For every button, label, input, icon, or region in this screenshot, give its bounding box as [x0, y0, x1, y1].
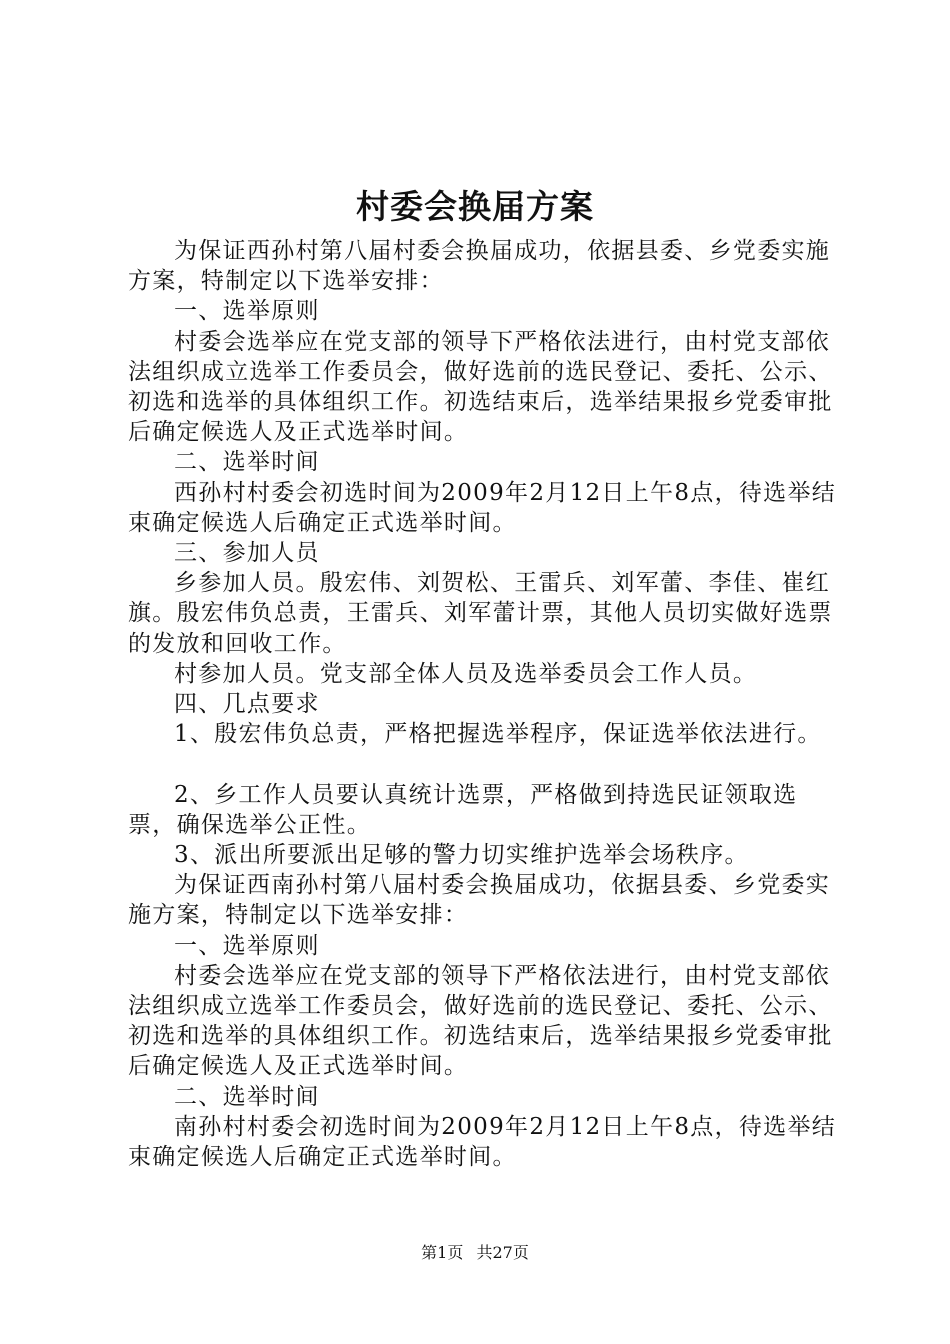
section-heading-time-2: 二、选举时间	[174, 1083, 320, 1110]
paragraph-time-2: 南孙村村委会初选时间为2009年2月12日上午8点，待选举结束确定候选人后确定正式选举时间。	[128, 1113, 837, 1171]
paragraph-intro-2: 为保证西南孙村第八届村委会换届成功，依据县委、乡党委实施方案，特制定以下选举安排：	[128, 872, 831, 929]
paragraph-township-participants: 乡参加人员。殷宏伟、刘贺松、王雷兵、刘军蕾、李佳、崔红旗。殷宏伟负总责，王雷兵、刘军蕾计票，其他人员切实做好选票的发放和回收工作。	[128, 570, 833, 657]
requirement-item-1: 1、殷宏伟负总责，严格把握选举程序，保证选举依法进行。	[174, 721, 822, 748]
blank-line	[128, 749, 840, 779]
page-footer	[0, 1241, 950, 1265]
paragraph-village-participants: 村参加人员。党支部全体人员及选举委员会工作人员。	[174, 660, 758, 687]
section-heading-requirements: 四、几点要求	[174, 691, 320, 718]
document-title: 村委会换届方案	[356, 187, 594, 226]
paragraph-time-1: 西孙村村委会初选时间为2009年2月12日上午8点，待选举结束确定候选人后确定正式选举时间。	[128, 479, 837, 536]
paragraph-principle-2: 村委会选举应在党支部的领导下严格依法进行，由村党支部依法组织成立选举工作委员会，做好选前的选民登记、委托、公示、初选和选举的具体组织工作。初选结束后，选举结果报乡党委审批后确定候选人及正式选举时间。	[128, 962, 833, 1080]
section-heading-participants: 三、参加人员	[174, 540, 320, 567]
paragraph-intro-1: 为保证西孙村第八届村委会换届成功，依据县委、乡党委实施方案，特制定以下选举安排：	[128, 238, 831, 295]
paragraph-principle-1: 村委会选举应在党支部的领导下严格依法进行，由村党支部依法组织成立选举工作委员会，做好选前的选民登记、委托、公示、初选和选举的具体组织工作。初选结束后，选举结果报乡党委审批后确定候选人及正式选举时间。	[128, 328, 833, 446]
requirement-item-3: 3、派出所要派出足够的警力切实维护选举会场秩序。	[174, 842, 749, 869]
section-heading-principle-2: 一、选举原则	[174, 932, 320, 959]
page-number: 第1页	[421, 1243, 464, 1262]
section-heading-principle-1: 一、选举原则	[174, 298, 320, 325]
section-heading-time-1: 二、选举时间	[174, 449, 320, 476]
page-total: 共27页	[476, 1243, 529, 1262]
document-body	[128, 236, 840, 1172]
requirement-item-2: 2、乡工作人员要认真统计选票，严格做到持选民证领取选票，确保选举公正性。	[128, 781, 798, 838]
